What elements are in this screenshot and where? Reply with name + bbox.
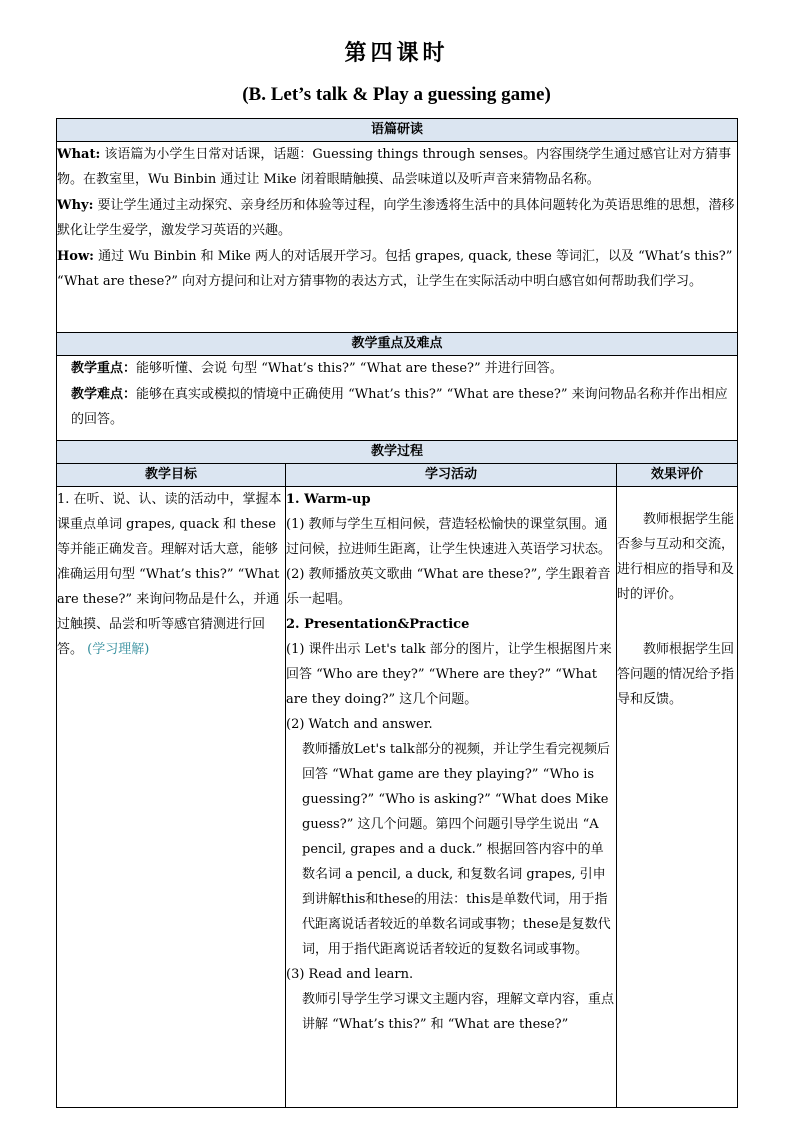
section-header-key-points: 教学重点及难点 — [57, 333, 738, 356]
key-points-cell — [57, 356, 738, 441]
page-subtitle: (B. Let’s talk & Play a guessing game) — [242, 84, 551, 105]
goal-text: 1. 在听、说、认、读的活动中，掌握本课重点单词 grapes, quack 和 these 等并能正确发音。理解对话大意，能够准确运用句型 “What’s this?” “What are these?” 来询问物品是什么，并通过触摸、品尝和听等感官猜测进行回答。 — [57, 492, 282, 657]
key-point-label: 教学重点： — [71, 361, 137, 376]
lesson-plan-table — [56, 118, 738, 1108]
why-text: 要让学生通过主动探究、亲身经历和体验等过程，向学生渗透将生活中的具体问题转化为英语思维的思想，潜移默化让学生爱学，激发学习英语的兴趣。 — [57, 198, 735, 238]
activity-cell — [286, 487, 617, 1108]
what-paragraph — [57, 142, 737, 192]
warmup-item-2: (2) 教师播放英文歌曲 “What are these?”, 学生跟着音乐一起唱。 — [286, 567, 611, 607]
section-header-process: 教学过程 — [57, 441, 738, 464]
goal-tag: (学习理解) — [87, 642, 150, 657]
why-paragraph — [57, 193, 737, 243]
column-header-activity: 学习活动 — [286, 464, 617, 487]
evaluation-cell — [617, 487, 738, 1108]
presentation-item-3-text: 教师引导学生学习课文主题内容，理解文章内容，重点讲解 “What’s this?” 和 “What are these?” — [302, 992, 615, 1032]
difficulty-text: 能够在真实或模拟的情境中正确使用 “What’s this?” “What are these?” 来询问物品名称并作出相应的回答。 — [71, 387, 728, 427]
difficulty-label: 教学难点： — [71, 387, 137, 402]
page-title: 第四课时 — [344, 41, 449, 66]
how-paragraph — [57, 244, 737, 294]
goal-cell — [57, 487, 286, 1108]
presentation-item-2-text: 教师播放Let's talk部分的视频，并让学生看完视频后回答 “What game are they playing?” “Who is guessing?” “Who is asking?” “What does Mike guess?” 这几个问题。第四个问题引导学生说出 “A pencil, grapes and a duck.” 根据回答内容中的单数名词 a pencil, a duck, 和复数名词 grapes, 引申到讲解this和these的用法：this是单数代词，用于指代距离说话者较近的单数名词或事物；these是复数代词，用于指代距离说话者较近的复数名词或事物。 — [302, 742, 611, 957]
what-label: What: — [57, 147, 101, 162]
presentation-item-2-title: (2) Watch and answer. — [286, 717, 433, 732]
presentation-item-1: (1) 课件出示 Let's talk 部分的图片，让学生根据图片来回答 “Who are they?” “Where are they?” “What are they doing?” 这几个问题。 — [286, 642, 612, 707]
evaluation-text-2: 教师根据学生回答问题的情况给予指导和反馈。 — [617, 642, 735, 707]
presentation-title: 2. Presentation&Practice — [286, 617, 470, 632]
why-label: Why: — [57, 198, 94, 213]
evaluation-text-1: 教师根据学生能否参与互动和交流，进行相应的指导和及时的评价。 — [617, 512, 735, 602]
column-header-goal: 教学目标 — [57, 464, 286, 487]
key-point-paragraph — [71, 356, 737, 381]
key-point-text: 能够听懂、会说 句型 “What’s this?” “What are these?” 并进行回答。 — [136, 361, 563, 376]
difficulty-paragraph — [71, 382, 737, 432]
presentation-item-3-title: (3) Read and learn. — [286, 967, 414, 982]
column-header-evaluation: 效果评价 — [617, 464, 738, 487]
text-analysis-cell — [57, 142, 738, 333]
what-text: 该语篇为小学生日常对话课，话题：Guessing things through senses。内容围绕学生通过感官让对方猜事物。在教室里，Wu Binbin 通过让 Mike 闭着眼睛触摸、品尝味道以及听声音来猜物品名称。 — [57, 147, 732, 187]
how-text: 通过 Wu Binbin 和 Mike 两人的对话展开学习。包括 grapes, quack, these 等词汇，以及 “What’s this?” “What are these?” 向对方提问和让对方猜事物的表达方式，让学生在实际活动中明白感官如何帮助我们学习。 — [57, 249, 733, 289]
warmup-title: 1. Warm-up — [286, 492, 371, 507]
section-header-text-analysis: 语篇研读 — [57, 119, 738, 142]
warmup-item-1: (1) 教师与学生互相问候，营造轻松愉快的课堂氛围。通过问候，拉进师生距离，让学生快速进入英语学习状态。 — [286, 517, 612, 557]
how-label: How: — [57, 249, 94, 264]
